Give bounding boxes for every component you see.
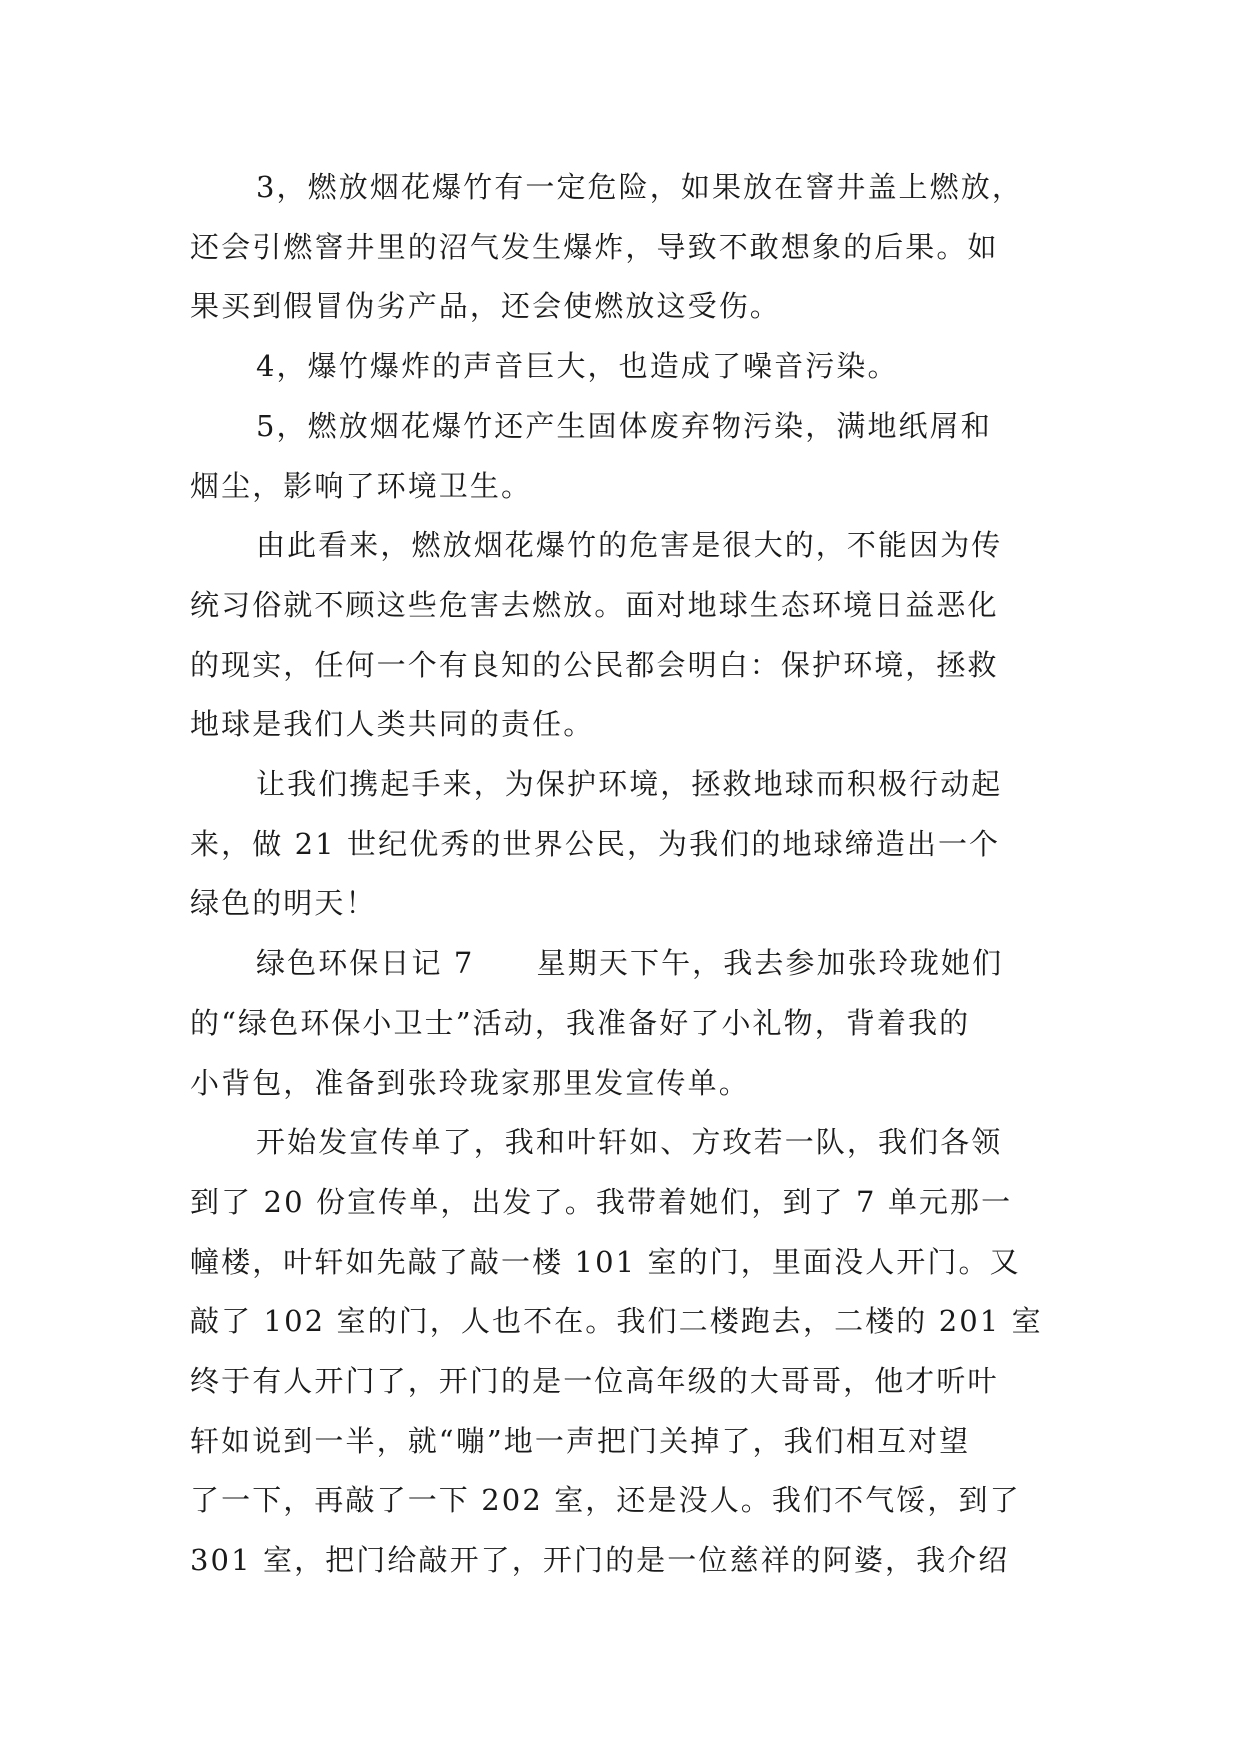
text-line: 果买到假冒伪劣产品，还会使燃放这受伤。 <box>190 289 781 324</box>
text-line: 4，爆竹爆炸的声音巨大，也造成了噪音污染。 <box>256 349 899 384</box>
paragraph-call-to-action <box>190 755 1052 934</box>
paragraph-conclusion <box>190 516 1052 755</box>
text-line: 的现实，任何一个有良知的公民都会明白：保护环境，拯救 <box>190 647 999 682</box>
text-line: 3，燃放烟花爆竹有一定危险，如果放在窨井盖上燃放， <box>256 170 1023 204</box>
text-line: 开始发宣传单了，我和叶轩如、方玫若一队，我们各领 <box>256 1125 1003 1160</box>
text-line: 烟尘，影响了环境卫生。 <box>190 468 533 503</box>
text-line: 还会引燃窨井里的沼气发生爆炸，导致不敢想象的后果。如 <box>190 229 999 264</box>
paragraph-5 <box>190 397 1052 516</box>
text-line: 小背包，准备到张玲珑家那里发宣传单。 <box>190 1065 750 1100</box>
text-line: 了一下，再敲了一下 202 室，还是没人。我们不气馁，到了 <box>190 1483 1021 1518</box>
paragraph-3 <box>190 158 1052 337</box>
text-line: 到了 20 份宣传单，出发了。我带着她们，到了 7 单元那一 <box>190 1184 1013 1219</box>
text-line: 绿色的明天！ <box>190 886 377 921</box>
text-line: 301 室，把门给敲开了，开门的是一位慈祥的阿婆，我介绍 <box>190 1543 1010 1578</box>
text-line: 轩如说到一半，就“嘣”地一声把门关掉了，我们相互对望 <box>190 1423 971 1458</box>
text-line: 幢楼，叶轩如先敲了敲一楼 101 室的门，里面没人开门。又 <box>190 1244 1021 1279</box>
paragraph-diary-7-intro <box>190 934 1052 1113</box>
text-line: 的“绿色环保小卫士”活动，我准备好了小礼物，背着我的 <box>190 1005 971 1040</box>
text-line: 统习俗就不顾这些危害去燃放。面对地球生态环境日益恶化 <box>190 587 999 622</box>
text-line: 来，做 21 世纪优秀的世界公民，为我们的地球缔造出一个 <box>190 826 1001 861</box>
text-line: 由此看来，燃放烟花爆竹的危害是很大的，不能因为传 <box>256 528 1003 563</box>
text-line: 5，燃放烟花爆竹还产生固体废弃物污染，满地纸屑和 <box>256 408 992 443</box>
text-line: 敲了 102 室的门，人也不在。我们二楼跑去，二楼的 201 室 <box>190 1304 1043 1339</box>
text-line: 地球是我们人类共同的责任。 <box>190 707 595 742</box>
paragraph-diary-7-body <box>190 1113 1052 1591</box>
text-line: 绿色环保日记 7 星期天下午，我去参加张玲珑她们 <box>256 946 1004 981</box>
text-line: 让我们携起手来，为保护环境，拯救地球而积极行动起 <box>256 767 1003 802</box>
paragraph-4 <box>190 337 1052 397</box>
text-line: 终于有人开门了，开门的是一位高年级的大哥哥，他才听叶 <box>190 1364 999 1399</box>
document-body <box>190 158 1052 1591</box>
